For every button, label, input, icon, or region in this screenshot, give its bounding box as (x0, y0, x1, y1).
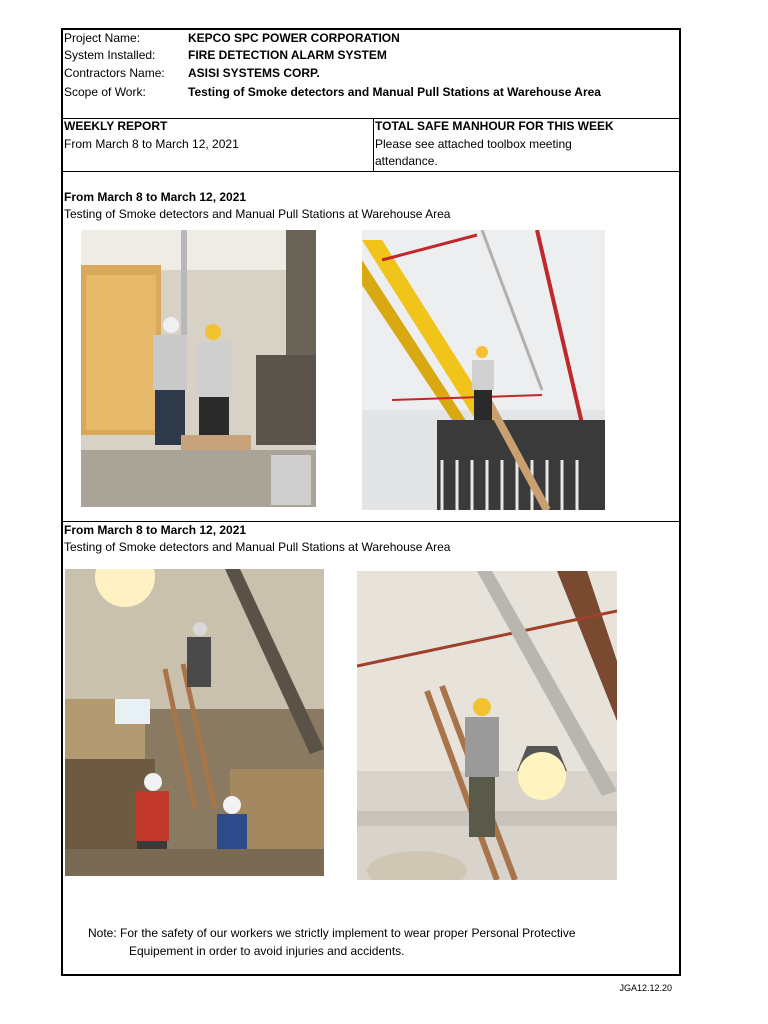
divider (63, 171, 679, 172)
contractors-name-value: ASISI SYSTEMS CORP. (188, 66, 320, 80)
document-code: JGA12.12.20 (619, 983, 672, 993)
weekly-report-period: From March 8 to March 12, 2021 (64, 137, 239, 151)
manhour-note-line1: Please see attached toolbox meeting (375, 137, 572, 151)
report-frame (61, 28, 681, 976)
note-line2: Equipement in order to avoid injuries and accidents. (129, 944, 405, 958)
section2-date: From March 8 to March 12, 2021 (64, 523, 247, 537)
project-name-label: Project Name: (64, 31, 141, 45)
manhour-note-line2: attendance. (375, 154, 438, 168)
photo-workers-at-door (81, 230, 316, 507)
system-installed-value: FIRE DETECTION ALARM SYSTEM (188, 48, 387, 62)
photo-worker-on-ladder-lamp (357, 571, 617, 880)
system-installed-label: System Installed: (64, 48, 156, 62)
weekly-report-title: WEEKLY REPORT (64, 119, 168, 133)
section1-date: From March 8 to March 12, 2021 (64, 190, 247, 204)
photo-worker-on-ladder-ceiling (362, 230, 605, 510)
photo-warehouse-ladder-team (65, 569, 324, 876)
project-name-value: KEPCO SPC POWER CORPORATION (188, 31, 400, 45)
column-divider (373, 118, 374, 171)
section1-description: Testing of Smoke detectors and Manual Pull Stations at Warehouse Area (64, 207, 451, 221)
scope-of-work-label: Scope of Work: (64, 85, 146, 99)
scope-of-work-value: Testing of Smoke detectors and Manual Pull Stations at Warehouse Area (188, 85, 601, 99)
contractors-name-label: Contractors Name: (64, 66, 165, 80)
note-line1: Note: For the safety of our workers we strictly implement to wear proper Personal Protective (88, 926, 576, 940)
manhour-title: TOTAL SAFE MANHOUR FOR THIS WEEK (375, 119, 614, 133)
section2-description: Testing of Smoke detectors and Manual Pull Stations at Warehouse Area (64, 540, 451, 554)
